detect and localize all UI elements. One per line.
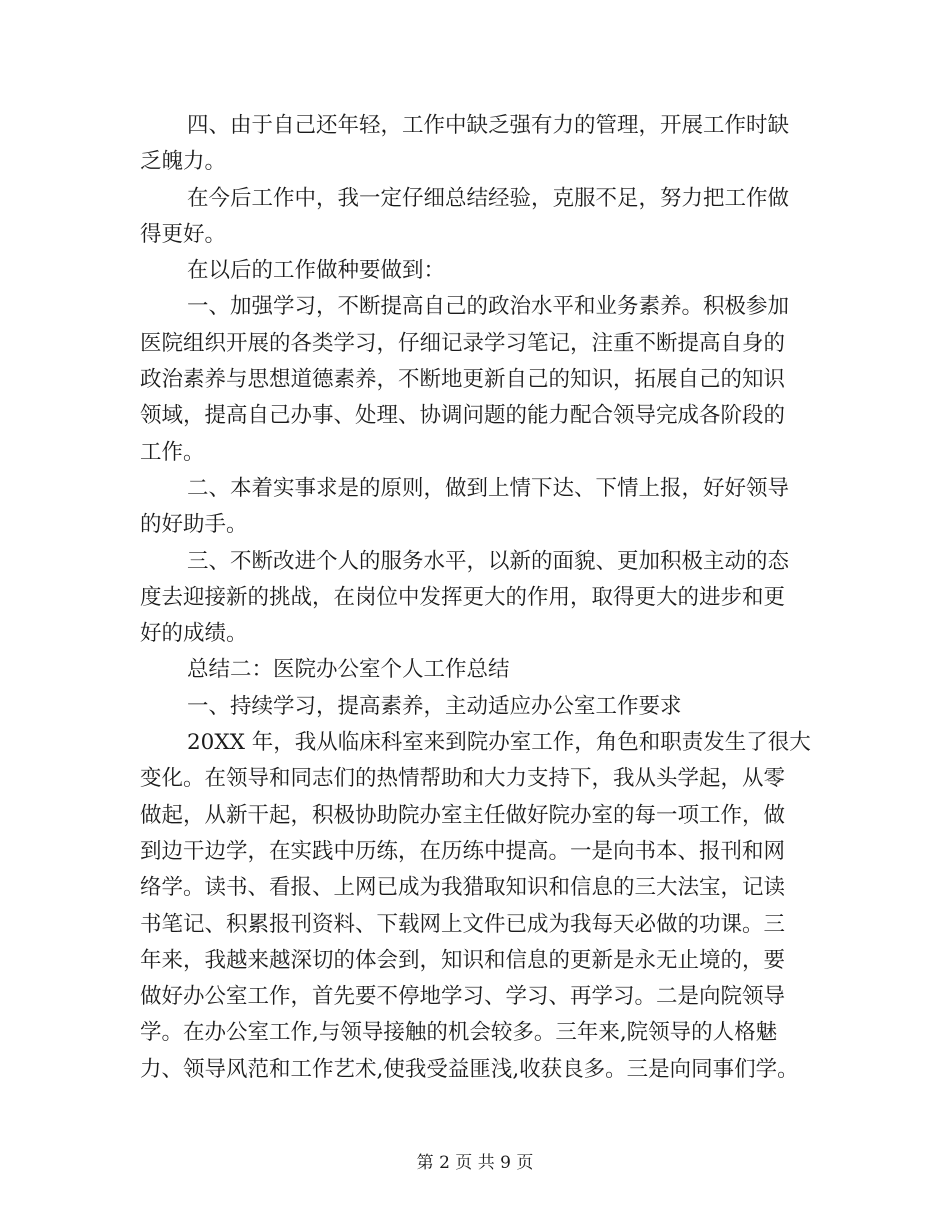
paragraph-first-line: 一、加强学习，不断提高自己的政治水平和业务素养。积极参加: [187, 294, 790, 320]
paragraph-line: 领域，提高自己办事、处理、协调问题的能力配合领导完成各阶段的: [140, 403, 786, 429]
paragraph-line: 络学。读书、看报、上网已成为我猎取知识和信息的三大法宝，记读: [140, 875, 786, 901]
paragraph-line: 医院组织开展的各类学习，仔细记录学习笔记，注重不断提高自身的: [140, 330, 786, 356]
paragraph-first-line: 一、持续学习，提高素养，主动适应办公室工作要求: [187, 693, 682, 719]
paragraph-first-line: 四、由于自己还年轻，工作中缺乏强有力的管理，开展工作时缺: [187, 113, 790, 138]
paragraph-line: 做起，从新干起，积极协助院办室主任做好院办室的每一项工作，做: [140, 802, 786, 828]
paragraph-first-line: 在今后工作中，我一定仔细总结经验，克服不足，努力把工作做: [187, 185, 790, 211]
paragraph-line: 做好办公室工作，首先要不停地学习、学习、再学习。二是向院领导: [140, 984, 786, 1010]
paragraph-line: 乏魄力。: [140, 149, 227, 175]
paragraph-first-line: 20XX 年，我从临床科室来到院办室工作，角色和职责发生了很大: [187, 730, 811, 756]
document-body: [140, 108, 810, 1088]
paragraph-first-line: 三、不断改进个人的服务水平，以新的面貌、更加积极主动的态: [187, 548, 790, 574]
paragraph-line: 政治素养与思想道德素养，不断地更新自己的知识，拓展自己的知识: [140, 367, 786, 393]
paragraph-line: 的好助手。: [140, 512, 248, 538]
page-number-footer: 第 2 页 共 9 页: [416, 1153, 534, 1173]
paragraph-line: 学。在办公室工作,与领导接触的机会较多。三年来,院领导的人格魅: [140, 1020, 778, 1046]
paragraph-line: 度去迎接新的挑战，在岗位中发挥更大的作用，取得更大的进步和更: [140, 584, 786, 610]
paragraph-line: 到边干边学，在实践中历练，在历练中提高。一是向书本、报刊和网: [140, 838, 786, 864]
paragraph-line: 变化。在领导和同志们的热情帮助和大力支持下，我从头学起，从零: [140, 766, 786, 792]
paragraph-first-line: 总结二：医院办公室个人工作总结: [187, 657, 510, 683]
paragraph-line: 好的成绩。: [140, 621, 248, 647]
paragraph-line: 得更好。: [140, 221, 227, 247]
paragraph-line: 工作。: [140, 439, 205, 465]
paragraph-line: 书笔记、积累报刊资料、下载网上文件已成为我每天必做的功课。三: [140, 911, 786, 937]
paragraph-first-line: 二、本着实事求是的原则，做到上情下达、下情上报，好好领导: [187, 475, 790, 501]
paragraph-first-line: 在以后的工作做种要做到：: [187, 258, 446, 284]
paragraph-line: 力、领导风范和工作艺术,使我受益匪浅,收获良多。三是向同事们学。: [140, 1056, 799, 1082]
paragraph-line: 年来，我越来越深切的体会到，知识和信息的更新是永无止境的，要: [140, 947, 786, 973]
